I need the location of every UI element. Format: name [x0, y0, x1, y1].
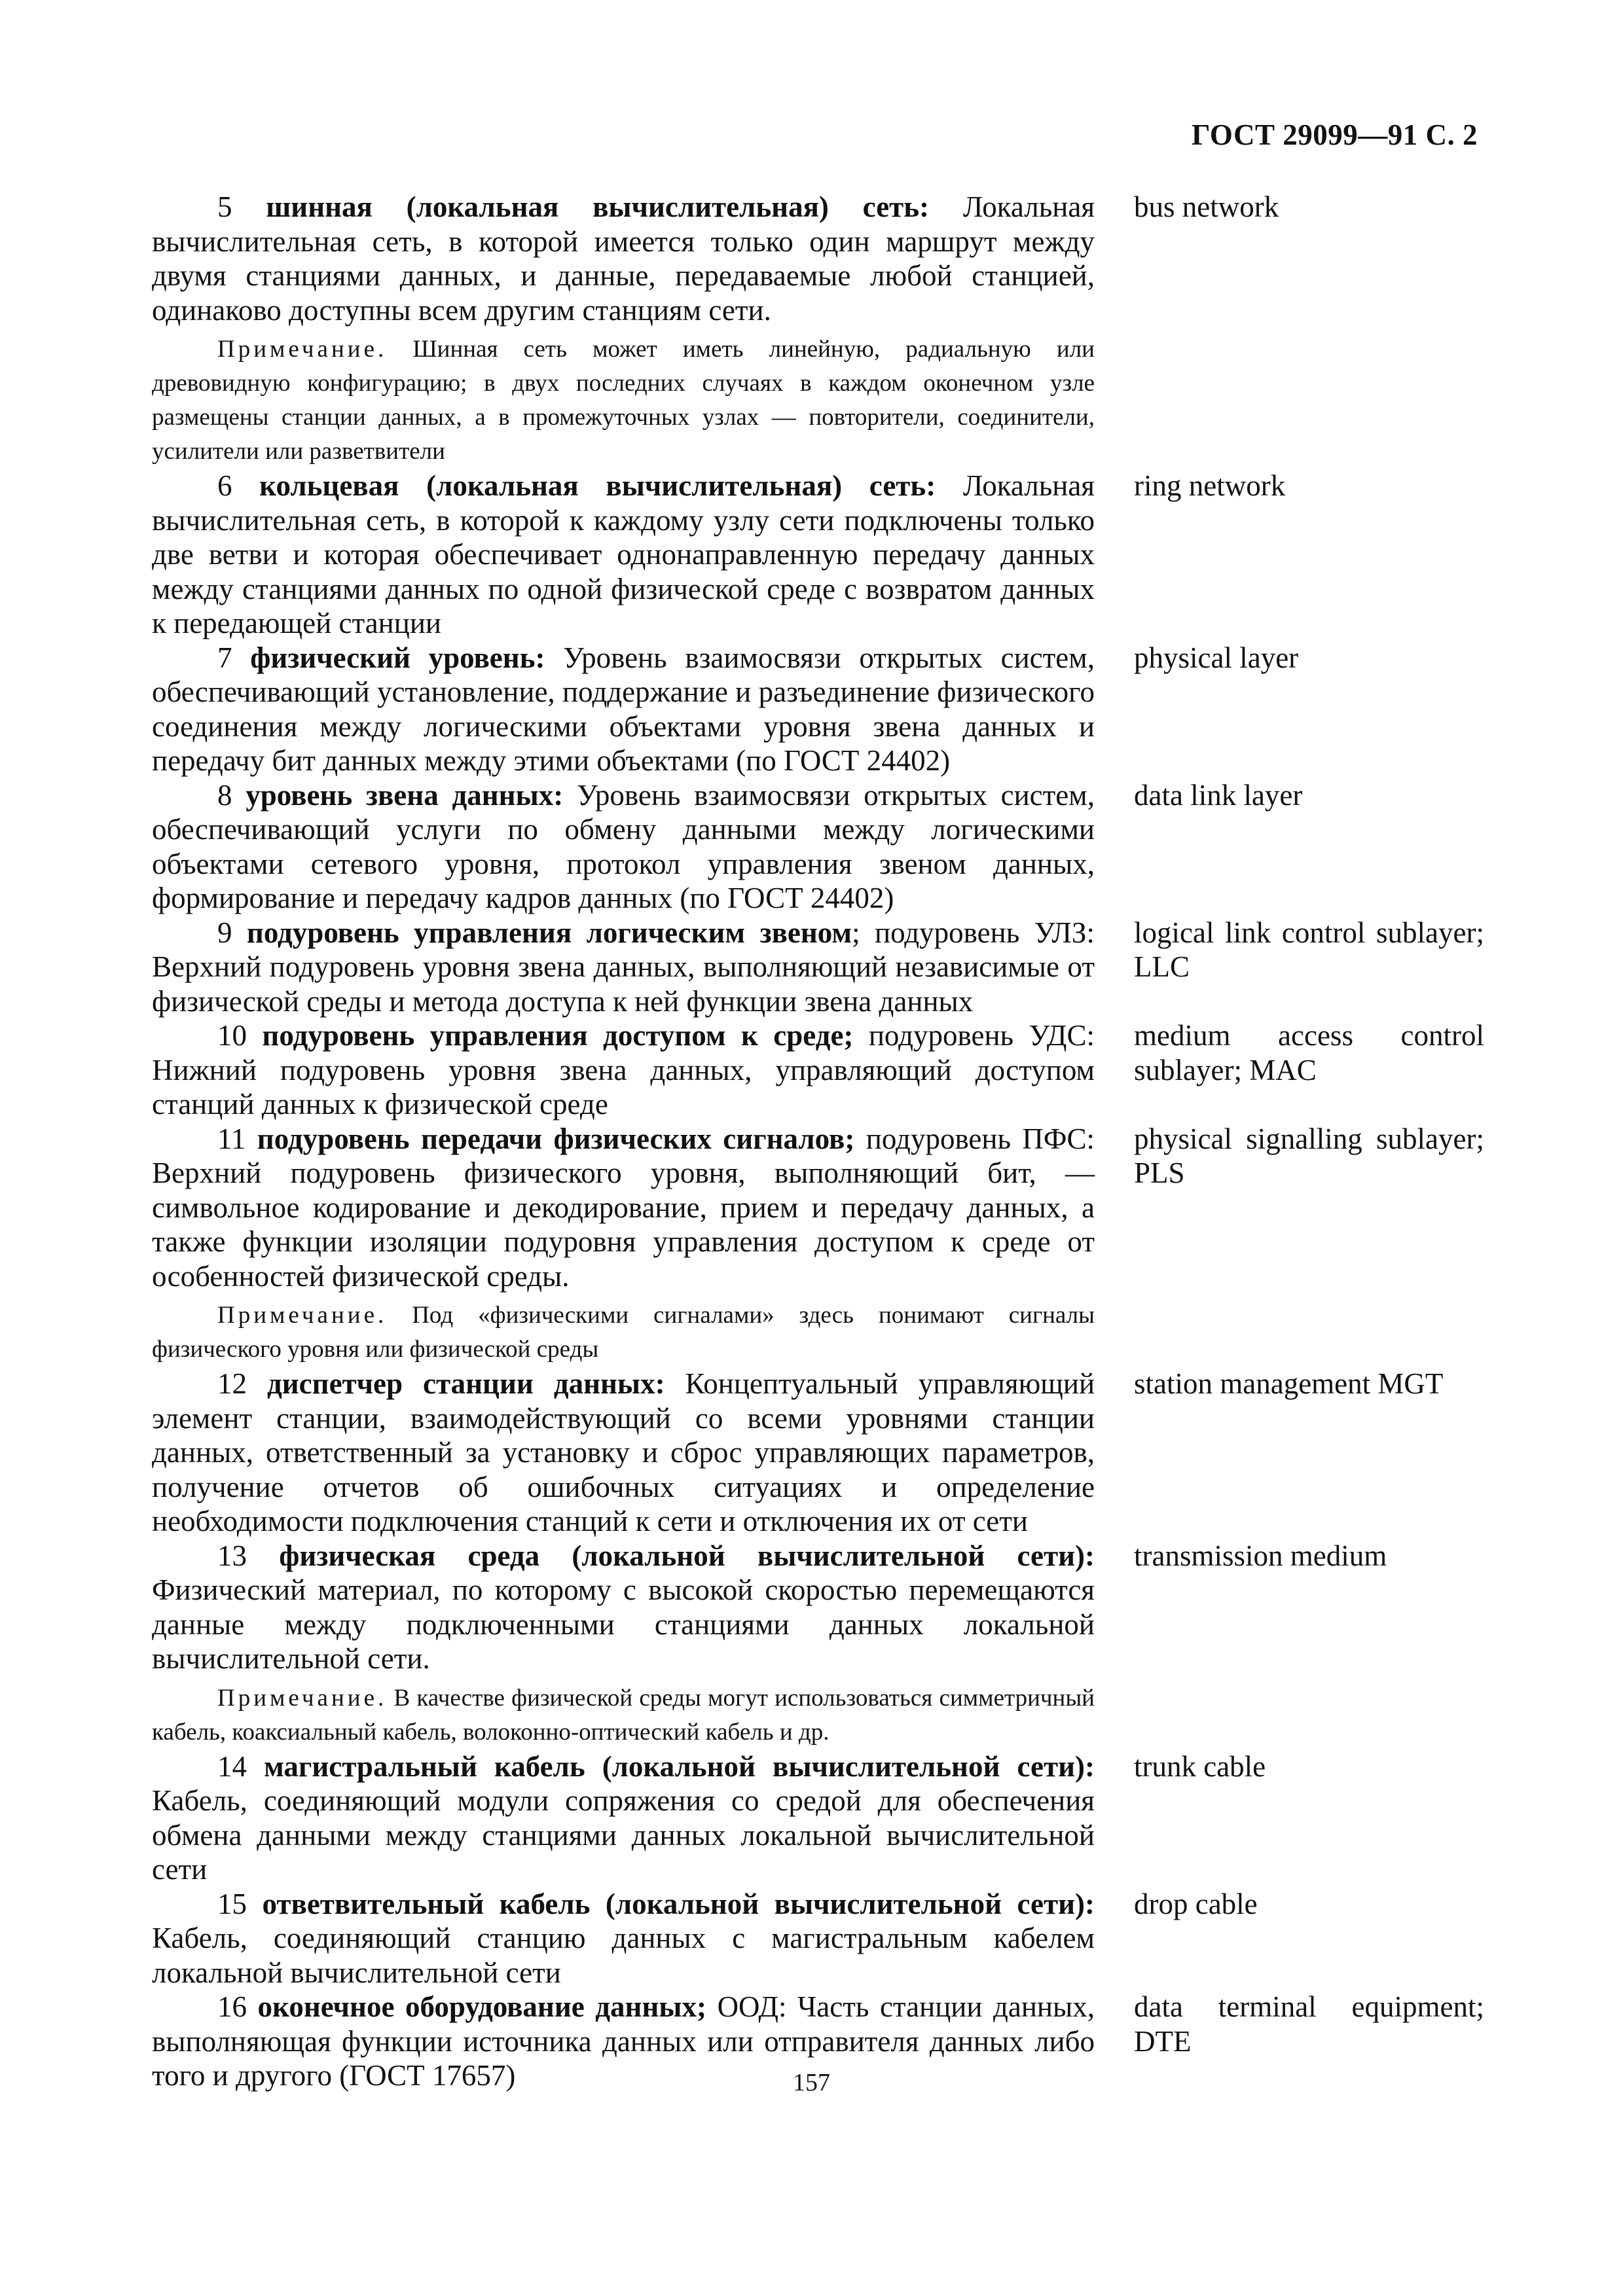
english-equivalent: physical signalling sublayer; PLS: [1134, 1122, 1484, 1189]
note-text: Шинная сеть может иметь линейную, радиальную или древовидную конфигурацию; в двух последних случаях в каждом оконечном узле размещены станции данных, а в промежуточных узлах — повторители, соединители, усилители или разветвители: [152, 336, 1095, 465]
english-equivalent: physical layer: [1134, 641, 1299, 674]
term-text: Локальная вычислительная сеть, в которой имеется только один маршрут между двумя станциями данных, и данные, передаваемые любой станцией, одинаково доступны всем другим станциям сети.: [152, 190, 1095, 327]
term-number: 15: [217, 1887, 247, 1920]
note-text: В качестве физической среды могут использоваться симметричный кабель, коаксиальный кабель, волоконно-оптический кабель и др.: [152, 1684, 1095, 1746]
term-definition: [152, 1887, 1095, 1990]
term-text: Кабель, соединяющий станцию данных с магистральным кабелем локальной вычислительной сети: [152, 1922, 1095, 1989]
term-name: уровень звена данных:: [246, 778, 564, 812]
term-number: 10: [217, 1019, 247, 1052]
english-equivalent: ring network: [1134, 469, 1286, 502]
note-label: Примечание.: [217, 1302, 388, 1329]
term-definition: [152, 778, 1095, 916]
term-number: 13: [217, 1539, 247, 1572]
english-equivalent: medium access control sublayer; MAC: [1134, 1019, 1484, 1086]
term-entry-13: [152, 1539, 1484, 1676]
page-header: ГОСТ 29099—91 С. 2: [1191, 118, 1478, 151]
terms-list: [152, 190, 1484, 2093]
note-label: Примечание.: [217, 1684, 388, 1712]
english-equivalent: drop cable: [1134, 1887, 1258, 1920]
term-entry-5: [152, 190, 1484, 327]
english-equivalent: data terminal equipment; DTE: [1134, 1990, 1484, 2058]
term-name: диспетчер станции данных:: [266, 1367, 665, 1400]
english-equivalent: bus network: [1134, 190, 1279, 223]
term-name: подуровень передачи физических сигналов;: [257, 1122, 855, 1155]
english-equivalent: trunk cable: [1134, 1749, 1266, 1783]
term-definition: [152, 469, 1095, 641]
term-entry-6: [152, 469, 1484, 641]
note: [152, 1681, 1095, 1749]
note-label: Примечание.: [217, 336, 388, 363]
term-definition: [152, 1122, 1095, 1294]
term-text: Уровень взаимосвязи открытых систем, обеспечивающий установление, поддержание и разъединение физического соединения между логическими объектами уровня звена данных и передачу бит данных между этими объектами (по ГОСТ 24402): [152, 641, 1095, 777]
term-definition: [152, 1018, 1095, 1122]
term-entry-9: [152, 916, 1484, 1019]
term-definition: [152, 1749, 1095, 1887]
term-entry-10: [152, 1018, 1484, 1122]
term-name: ответвительный кабель (локальной вычислительной сети):: [262, 1887, 1095, 1920]
term-entry-12: [152, 1367, 1484, 1539]
term-number: 7: [217, 641, 232, 674]
term-text: Уровень взаимосвязи открытых систем, обеспечивающий услуги по обмену данными между логическими объектами сетевого уровня, протокол управления звеном данных, формирование и передачу кадров данных (по ГОСТ 24402): [152, 778, 1095, 914]
term-text: подуровень ПФС: Верхний подуровень физического уровня, выполняющий бит, — символьное кодирование и декодирование, прием и передачу данных, а также функции изоляции подуровня управления доступом к среде от особенностей физической среды.: [152, 1122, 1095, 1293]
term-text: ООД: Часть станции данных, выполняющая функции источника данных или отправителя данных либо того и другого (ГОСТ 17657): [152, 1990, 1095, 2092]
note-text: Под «физическими сигналами» здесь понимают сигналы физического уровня или физической среды: [152, 1302, 1095, 1363]
english-equivalent: logical link control sublayer; LLC: [1134, 916, 1484, 983]
page-number: 157: [793, 2069, 830, 2096]
term-text: Кабель, соединяющий модули сопряжения со средой для обеспечения обмена данными между станциями данных локальной вычислительной сети: [152, 1784, 1095, 1886]
term-name: оконечное оборудование данных;: [257, 1990, 707, 2023]
term-definition: [152, 641, 1095, 778]
term-entry-8: [152, 778, 1484, 916]
term-number: 16: [217, 1990, 247, 2023]
term-number: 9: [217, 916, 232, 949]
term-entry-7: [152, 641, 1484, 778]
term-name: подуровень управления логическим звеном: [246, 916, 852, 949]
english-equivalent: data link layer: [1134, 778, 1303, 812]
term-text: Концептуальный управляющий элемент станции, взаимодействующий со всеми уровнями станции данных, ответственный за установку и сброс управляющих параметров, получение отчетов об ошибочных ситуациях и определение необходимости подключения станций к сети и отключения их от сети: [152, 1367, 1095, 1537]
term-entry-14: [152, 1749, 1484, 1887]
term-definition: [152, 1539, 1095, 1676]
term-name: шинная (локальная вычислительная) сеть:: [266, 190, 930, 223]
note: [152, 1299, 1095, 1367]
term-number: 8: [217, 778, 232, 812]
term-number: 12: [217, 1367, 247, 1400]
term-number: 11: [217, 1122, 246, 1155]
term-text: ; подуровень УЛЗ: Верхний подуровень уровня звена данных, выполняющий независимые от физической среды и метода доступа к ней функции звена данных: [152, 916, 1095, 1018]
term-definition: [152, 1367, 1095, 1539]
english-equivalent: transmission medium: [1134, 1539, 1387, 1572]
term-name: кольцевая (локальная вычислительная) сеть:: [259, 469, 936, 502]
term-entry-11: [152, 1122, 1484, 1294]
term-text: подуровень УДС: Нижний подуровень уровня звена данных, управляющий доступом станций данных к физической среде: [152, 1019, 1095, 1121]
term-definition: [152, 190, 1095, 327]
term-definition: [152, 916, 1095, 1019]
term-text: Локальная вычислительная сеть, в которой к каждому узлу сети подключены только две ветви и которая обеспечивает однонаправленную передачу данных между станциями данных по одной физической среде с возвратом данных к передающей станции: [152, 469, 1095, 639]
term-number: 5: [217, 190, 232, 223]
english-equivalent: station management MGT: [1134, 1367, 1444, 1400]
term-name: подуровень управления доступом к среде;: [262, 1019, 854, 1052]
term-name: физическая среда (локальной вычислительной сети):: [279, 1539, 1095, 1572]
note: [152, 332, 1095, 469]
term-name: физический уровень:: [250, 641, 545, 674]
term-number: 14: [217, 1749, 247, 1783]
term-text: Физический материал, по которому с высокой скоростью перемещаются данные между подключенными станциями данных локальной вычислительной сети.: [152, 1573, 1095, 1675]
term-name: магистральный кабель (локальной вычислительной сети):: [264, 1749, 1095, 1783]
term-number: 6: [217, 469, 232, 502]
term-entry-15: [152, 1887, 1484, 1990]
